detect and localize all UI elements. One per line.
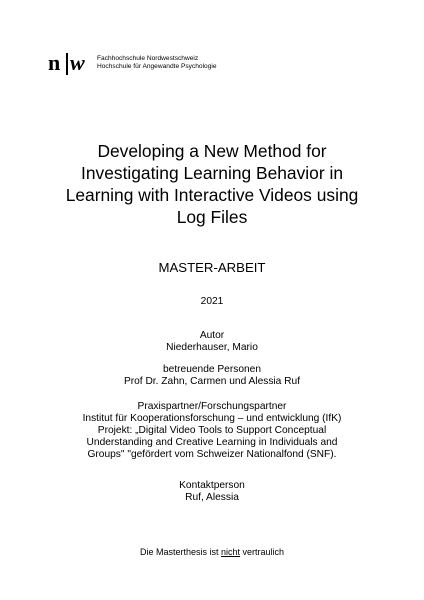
author-label: Autor (199, 330, 225, 341)
project-line-3: Groups" "gefördert vom Schweizer Nationalfond (SNF). (87, 449, 337, 460)
supervisors-names: Prof Dr. Zahn, Carmen und Alessia Ruf (123, 376, 301, 387)
logo-mark-w: w (70, 50, 85, 75)
title-line-4: Log Files (176, 207, 248, 227)
institution-name: Fachhochschule Nordwestschweiz (97, 55, 199, 62)
partner-institute: Institut für Kooperationsforschung – und entwicklung (IfK) (82, 413, 342, 424)
project-line-1: Projekt: „Digital Video Tools to Support Conceptual (97, 425, 327, 436)
contact-label: Kontaktperson (179, 480, 245, 491)
thesis-title (0, 140, 424, 228)
confidentiality-note (0, 546, 424, 558)
note-suffix: vertraulich (240, 547, 285, 557)
note-prefix: Die Masterthesis ist (139, 547, 221, 557)
note-emphasis: nicht (221, 547, 241, 557)
project-line-2: Understanding and Creative Learning in Individuals and (86, 437, 338, 448)
logo-mark-n: n (48, 50, 61, 75)
author-name: Niederhauser, Mario (166, 342, 258, 353)
logo-text (97, 55, 217, 71)
title-line-3: Learning with Interactive Videos using (65, 185, 359, 205)
supervisors-label: betreuende Personen (163, 364, 261, 375)
year: 2021 (200, 296, 224, 307)
title-line-1: Developing a New Method for (97, 141, 327, 161)
document-type: MASTER-ARBEIT (158, 260, 266, 275)
title-line-2: Investigating Learning Behavior in (81, 163, 343, 183)
contact-name: Ruf, Alessia (185, 492, 239, 503)
logo-divider (66, 53, 68, 75)
school-name: Hochschule für Angewandte Psychologie (97, 63, 217, 71)
partners-label: Praxispartner/Forschungspartner (137, 401, 287, 412)
fhnw-logo (48, 52, 348, 76)
